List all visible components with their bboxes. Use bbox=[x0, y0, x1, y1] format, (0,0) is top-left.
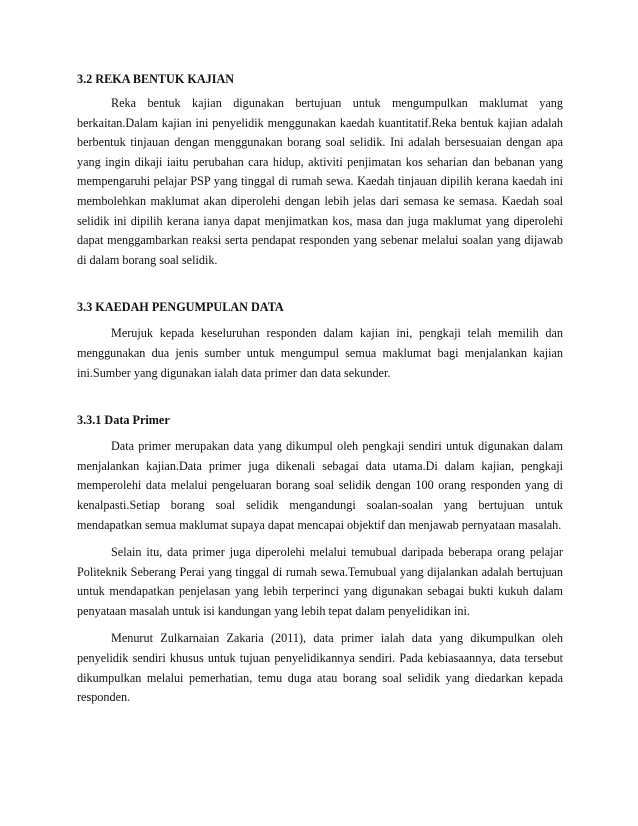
section-heading-3-3: 3.3 KAEDAH PENGUMPULAN DATA bbox=[77, 300, 284, 315]
paragraph-kaedah-pengumpulan-data: Merujuk kepada keseluruhan responden dalam kajian ini, pengkaji telah memilih dan menggunakan dua jenis sumber untuk mengumpul semua maklumat bagi menjalankan kajian ini.Sumber yang digunakan ialah data primer dan data sekunder. bbox=[77, 326, 563, 380]
paragraph-reka-bentuk-kajian: Reka bentuk kajian digunakan bertujuan untuk mengumpulkan maklumat yang berkaitan.Dalam kajian ini penyelidik menggunakan kaedah kuantitatif.Reka bentuk kajian adalah berbentuk tinjauan dengan menggunakan borang soal selidik. Ini adalah bersesuaian dengan apa yang ingin dikaji iaitu perubahan cara hidup, aktiviti penjimatan kos seharian dan bebanan yang mempengaruhi pelajar PSP yang tinggal di rumah sewa. Kaedah tinjauan dipilih kerana kaedah ini membolehkan maklumat akan diperolehi dengan lebih jelas dari semasa ke semasa. Kaedah soal selidik ini dipilih kerana ianya dapat menjimatkan kos, masa dan juga maklumat yang diperolehi dapat menggambarkan reaksi serta pendapat responden yang sebenar melalui soalan yang dijawab di dalam borang soal selidik. bbox=[77, 96, 563, 267]
section-heading-3-3-1: 3.3.1 Data Primer bbox=[77, 413, 170, 428]
paragraph-data-primer-3: Menurut Zulkarnaian Zakaria (2011), data primer ialah data yang dikumpulkan oleh penyelidik sendiri khusus untuk tujuan penyelidikannya sendiri. Pada kebiasaannya, data tersebut dikumpulkan melalui pemerhatian, temu duga atau borang soal selidik yang diedarkan kepada responden. bbox=[77, 631, 563, 705]
paragraph-data-primer-2: Selain itu, data primer juga diperolehi melalui temubual daripada beberapa orang pelajar Politeknik Seberang Perai yang tinggal di rumah sewa.Temubual yang dijalankan adalah bertujuan untuk mendapatkan penjelasan yang lebih terperinci yang digunakan sebagai bukti kukuh dalam penyataan masalah untuk isi kandungan yang lebih tepat dalam penyelidikan ini. bbox=[77, 545, 563, 618]
section-heading-3-2: 3.2 REKA BENTUK KAJIAN bbox=[77, 72, 235, 86]
document-page bbox=[77, 70, 563, 708]
paragraph-data-primer-1: Data primer merupakan data yang dikumpul oleh pengkaji sendiri untuk digunakan dalam menjalankan kajian.Data primer juga dikenali sebagai data utama.Di dalam kajian, pengkaji memperolehi data melalui pengeluaran borang soal selidik dengan 100 orang responden yang di kenalpasti.Setiap borang soal selidik mengandungi soalan-soalan yang bertujuan untuk mendapatkan semua maklumat supaya dapat mencapai objektif dan menjawab pernyataan masalah. bbox=[77, 439, 563, 532]
